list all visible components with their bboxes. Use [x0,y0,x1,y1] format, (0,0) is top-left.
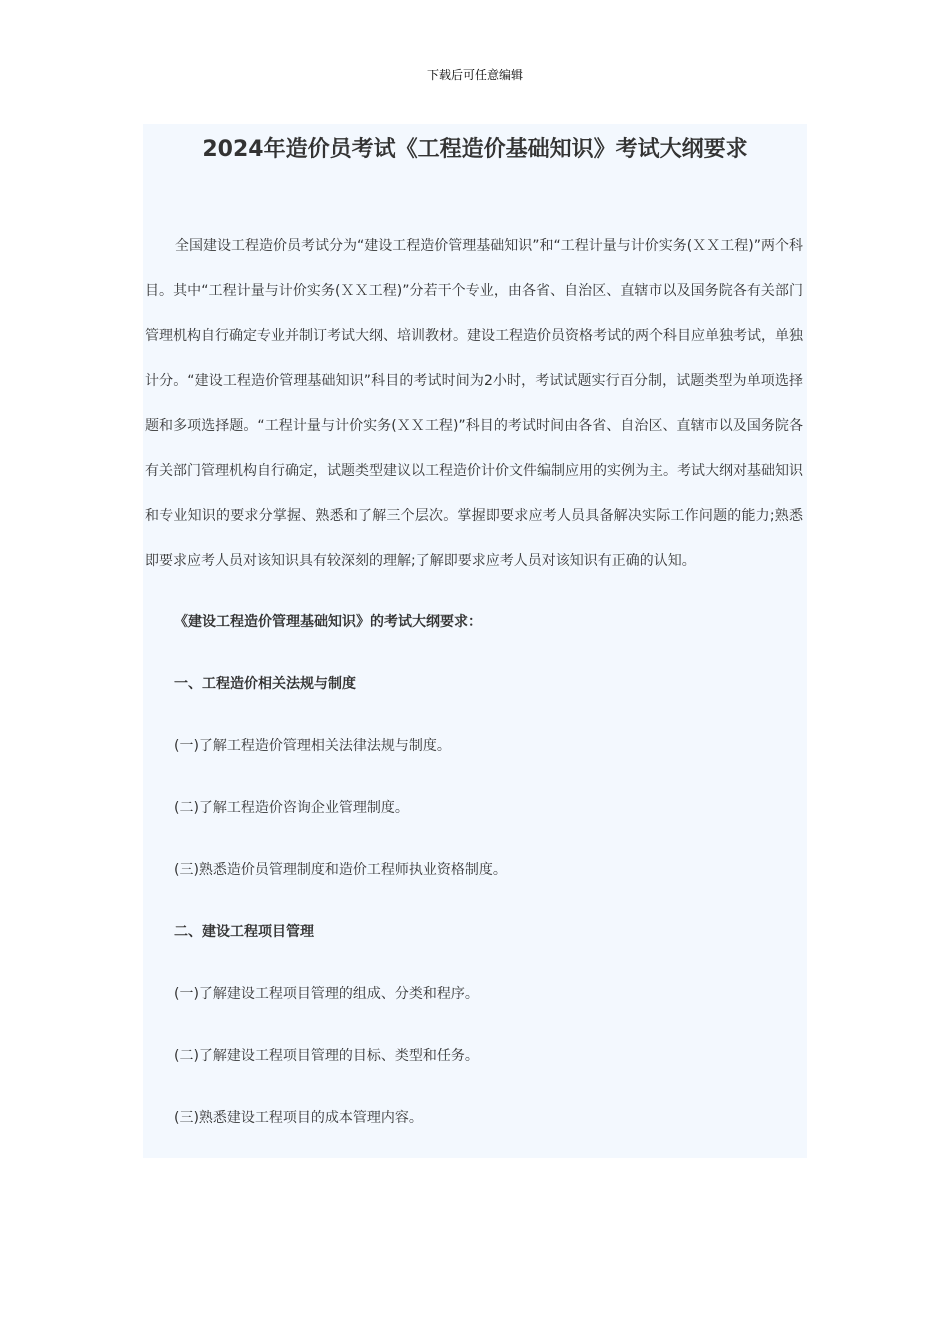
section-heading-project-management: 二、建设工程项目管理 [174,924,314,940]
document-content [143,124,807,1158]
list-item: (一)了解工程造价管理相关法律法规与制度。 [174,738,451,754]
list-item: (三)熟悉造价员管理制度和造价工程师执业资格制度。 [174,862,507,878]
syllabus-list [143,611,807,1158]
section-heading-regulations: 一、工程造价相关法规与制度 [174,676,356,692]
list-item: (二)了解工程造价咨询企业管理制度。 [174,800,409,816]
list-item: (一)了解建设工程项目管理的组成、分类和程序。 [174,986,479,1002]
list-item: (三)熟悉建设工程项目的成本管理内容。 [174,1110,423,1126]
list-item: (二)了解建设工程项目管理的目标、类型和任务。 [174,1048,479,1064]
page-header-note: 下载后可任意编辑 [426,68,523,82]
syllabus-heading: 《建设工程造价管理基础知识》的考试大纲要求： [174,614,482,630]
intro-paragraph: 全国建设工程造价员考试分为“建设工程造价管理基础知识”和“工程计量与计价实务(ＸＸ工程)”两个科目。其中“工程计量与计价实务(ＸＸ工程)”分若干个专业，由各省、自治区、直辖市以及国务院各有关部门管理机构自行确定专业并制订考试大纲、培训教材。建设工程造价员资格考试的两个科目应单独考试，单独计分。“建设工程造价管理基础知识”科目的考试时间为2小时，考试试题实行百分制，试题类型为单项选择题和多项选择题。“工程计量与计价实务(ＸＸ工程)”科目的考试时间由各省、自治区、直辖市以及国务院各有关部门管理机构自行确定，试题类型建议以工程造价计价文件编制应用的实例为主。考试大纲对基础知识和专业知识的要求分掌握、熟悉和了解三个层次。掌握即要求应考人员具备解决实际工作问题的能力;熟悉即要求应考人员对该知识具有较深刻的理解;了解即要求应考人员对该知识有正确的认知。 [145,238,803,569]
document-title: 2024年造价员考试《工程造价基础知识》考试大纲要求 [202,137,748,162]
